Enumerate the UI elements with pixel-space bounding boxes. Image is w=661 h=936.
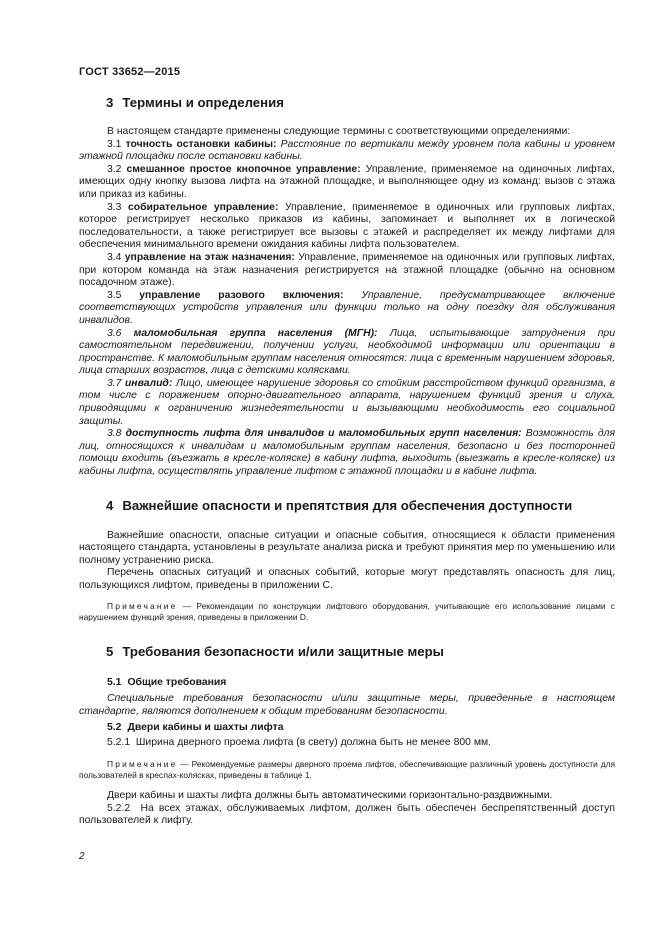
term-3-7 (79, 378, 615, 428)
term-name: доступность лифта для инвалидов и маломобильных групп населения: (125, 428, 522, 440)
section-3-intro: В настоящем стандарте применены следующие термины с соответствующими определениями: (107, 126, 571, 137)
term-name: точность остановки кабины: (125, 138, 277, 150)
section-3-heading (79, 95, 615, 110)
subsection-title: Общие требования (127, 677, 227, 688)
term-number: 3.7 (107, 377, 122, 389)
section-4-paragraph-2: Перечень опасных ситуаций и опасных событий, которые могут представлять опасность для лиц, пользующихся лифтом, приведены в приложении С. (79, 567, 615, 591)
subsection-number: 5.2 (107, 722, 122, 734)
term-definition: Лицо, имеющее нарушение здоровья со стойким расстройством функций организма, в том числе с поражением опорно-двигательного аппарата, нарушением функций зрения и слуха, приводящими к ограничению жизнедеятельности и вызывающими необходимость его социальной защиты. (79, 377, 616, 427)
term-name: маломобильная группа населения (МГН): (133, 327, 378, 339)
term-definition: Лица, испытывающие затруднения при самостоятельном передвижении, получении услуги, необходимой информации или ориентации в пространстве. К маломобильным группам населения относятся: лица с временным нарушением здоровья, лица старших возрастов, лица с детскими колясками. (79, 327, 615, 377)
clause-number: 5.2.2 (107, 802, 131, 814)
note-label: Примечание (107, 758, 178, 769)
section-4-paragraph-1: Важнейшие опасности, опасные ситуации и опасные события, относящиеся к области применения настоящего стандарта, установлены в результате анализа риска и требуют принятия мер по уменьшению или полному устранению риска. (79, 529, 615, 566)
doors-paragraph: Двери кабины и шахты лифта должны быть автоматическими горизонтально-раздвижными. (107, 790, 553, 802)
subsection-title: Двери кабины и шахты лифта (127, 722, 284, 734)
note-label: Примечание (107, 600, 178, 611)
term-3-5 (79, 290, 615, 328)
section-number: 4 (106, 497, 114, 513)
document-code: ГОСТ 33652—2015 (79, 66, 181, 78)
clause-5-2-2 (79, 803, 615, 828)
term-name: управление на этаж назначения: (124, 251, 295, 263)
page-number: 2 (79, 851, 85, 862)
section-4-note (79, 601, 615, 623)
clause-5-2-1 (79, 737, 615, 750)
section-title: Требования безопасности и/или защитные меры (122, 644, 444, 659)
section-number: 5 (106, 644, 114, 659)
subsection-5-2-note (79, 759, 615, 781)
term-name: инвалид: (124, 377, 173, 389)
clause-text: Ширина дверного проема лифта (в свету) должна быть не менее 800 мм. (135, 737, 491, 749)
clause-text: На всех этажах, обслуживаемых лифтом, должен быть обеспечен беспрепятственный доступ пользователей к лифту. (79, 802, 615, 827)
section-5-heading (79, 644, 615, 659)
term-number: 3.1 (107, 138, 122, 150)
term-definition: Управление, применяемое в одиночных или групповых лифтах, которое регистрирует несколько приказов из кабины, запоминает и выполняет их в логической последовательности, а также регистрирует все вызовы с этажей и распределяет их между лифтами для обеспечения минимального времени ожидания кабины лифта пользователем. (79, 201, 615, 251)
note-text: — Рекомендации по конструкции лифтового оборудования, учитывающие его использование лицами с нарушением функций зрения, приведены в приложении D. (79, 600, 615, 622)
term-3-8 (79, 428, 615, 478)
term-number: 3.4 (107, 251, 122, 263)
section-number: 3 (106, 95, 114, 110)
term-definition: Возможность для лиц, относящихся к инвалидам и маломобильным группам населения, безопасно и без посторонней помощи входить (въезжать в кресле-коляске) в кабину лифта, выходить (выезжать в кресле-коляске) из кабины лифта, осуществлять управление лифтом с этажной площадки и в кабине лифта. (79, 428, 616, 478)
section-title: Важнейшие опасности и препятствия для обеспечения доступности (122, 497, 573, 513)
term-name: смешанное простое кнопочное управление: (126, 163, 361, 175)
term-name: управление разового включения: (139, 289, 344, 301)
term-number: 3.2 (107, 163, 122, 175)
term-3-2 (79, 164, 615, 202)
section-title: Термины и определения (122, 95, 284, 110)
term-number: 3.5 (107, 289, 122, 301)
subsection-5-2-heading (79, 722, 615, 733)
subsection-5-1-heading (79, 677, 615, 688)
term-3-1 (79, 139, 615, 164)
clause-number: 5.2.1 (107, 737, 131, 749)
term-definition: Управление, применяемое на одиночных лифтах, имеющих одну кнопку вызова лифта на этажной площадке, и выполняющее одну из команд: вызов с этажа или приказ из кабины. (79, 163, 616, 200)
term-number: 3.6 (107, 327, 122, 339)
subsection-number: 5.1 (107, 677, 122, 688)
page-content (79, 91, 615, 828)
term-definition: Управление, предусматривающее включение соответствующих устройств управления или функции только на одну поездку для обслуживания инвалидов. (79, 289, 615, 326)
term-number: 3.8 (107, 428, 122, 440)
term-3-4 (79, 252, 615, 290)
term-name: собирательное управление: (127, 201, 279, 213)
term-3-6 (79, 328, 615, 378)
term-definition: Управление, применяемое на одиночных или групповых лифтах, при котором команда на этаж назначения регистрируется на этажной площадке (обычно на основном посадочном этаже). (79, 251, 616, 289)
term-3-3 (79, 202, 615, 252)
term-definition: Расстояние по вертикали между уровнем пола кабины и уровнем этажной площадки после остановки кабины. (79, 138, 615, 163)
note-text: — Рекомендуемые размеры дверного проема лифтов, обеспечивающие различный уровень доступности для пользователей в креслах-колясках, приведены в таблице 1. (79, 758, 616, 780)
term-number: 3.3 (107, 201, 122, 213)
subsection-5-1-paragraph: Специальные требования безопасности и/или защитные меры, приведенные в настоящем стандарте, являются дополнением к общим требованиям безопасности. (79, 693, 615, 717)
section-4-heading (79, 498, 615, 513)
